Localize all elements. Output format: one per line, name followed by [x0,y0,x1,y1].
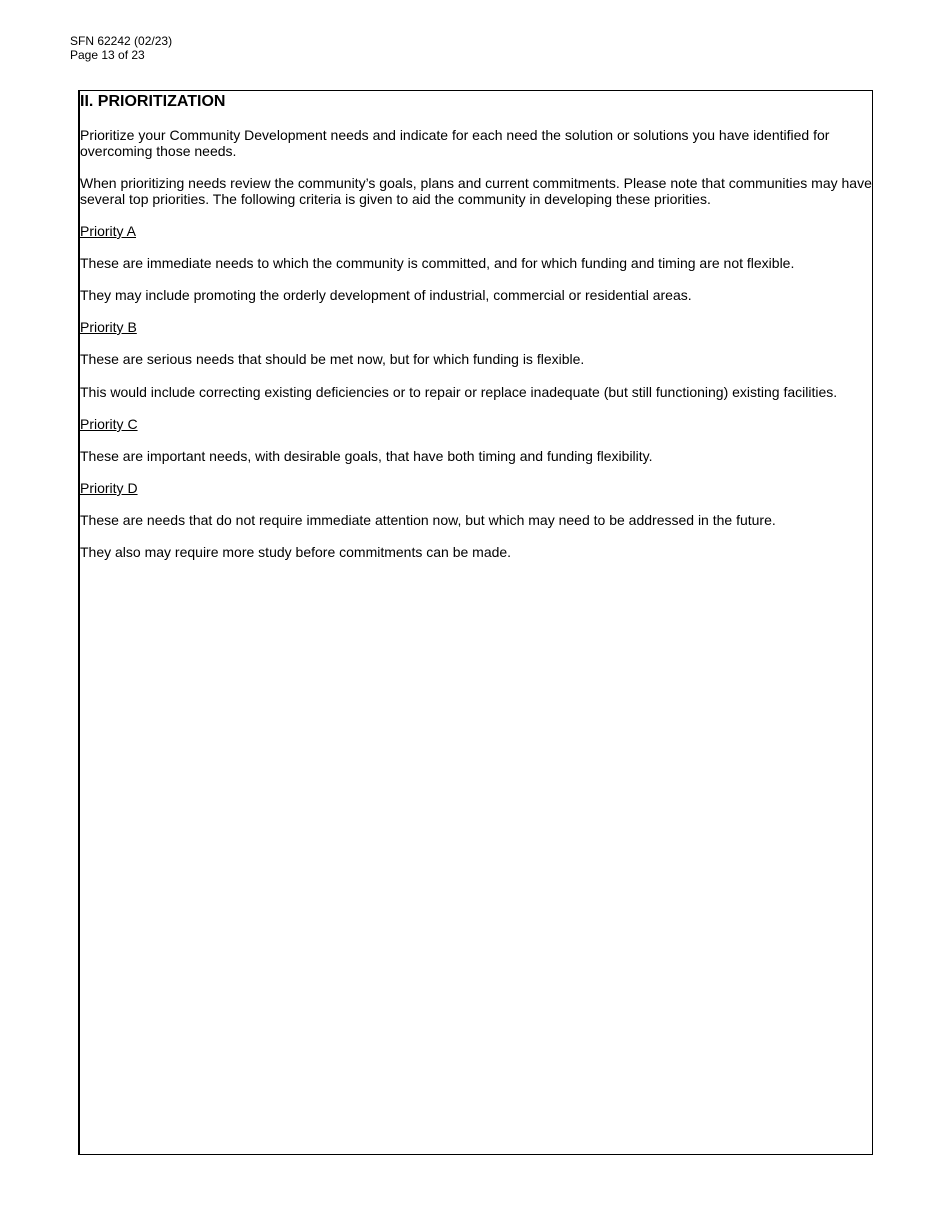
priority-b-text-2: This would include correcting existing deficiencies or to repair or replace inadequate (but still functioning) existing facilities. [80,384,838,400]
priority-a-text-2: They may include promoting the orderly development of industrial, commercial or residential areas. [80,287,692,303]
prioritization-section [78,90,873,1155]
priority-b-text-1: These are serious needs that should be met now, but for which funding is flexible. [80,351,585,367]
priority-d-text-1: These are needs that do not require immediate attention now, but which may need to be addressed in the future. [80,512,776,528]
priority-d-text-2: They also may require more study before commitments can be made. [80,544,512,560]
priority-d-heading: Priority D [80,480,138,496]
form-number: SFN 62242 (02/23) [70,34,173,48]
page-header [70,34,172,62]
intro-paragraph-2: When prioritizing needs review the community’s goals, plans and current commitments. Please note that communities may have several top priorities. The following criteria is given to aid the community in developing these priorities. [80,175,872,207]
priority-c-heading: Priority C [80,416,138,432]
priority-a-heading: Priority A [80,223,137,239]
priority-b-heading: Priority B [80,319,137,335]
section-title: II. PRIORITIZATION [80,93,226,110]
priority-a-text-1: These are immediate needs to which the community is committed, and for which funding and timing are not flexible. [80,255,795,271]
priority-c-text-1: These are important needs, with desirable goals, that have both timing and funding flexibility. [80,448,653,464]
page-number: Page 13 of 23 [70,48,145,62]
intro-paragraph-1: Prioritize your Community Development needs and indicate for each need the solution or solutions you have identified for overcoming those needs. [80,127,830,159]
